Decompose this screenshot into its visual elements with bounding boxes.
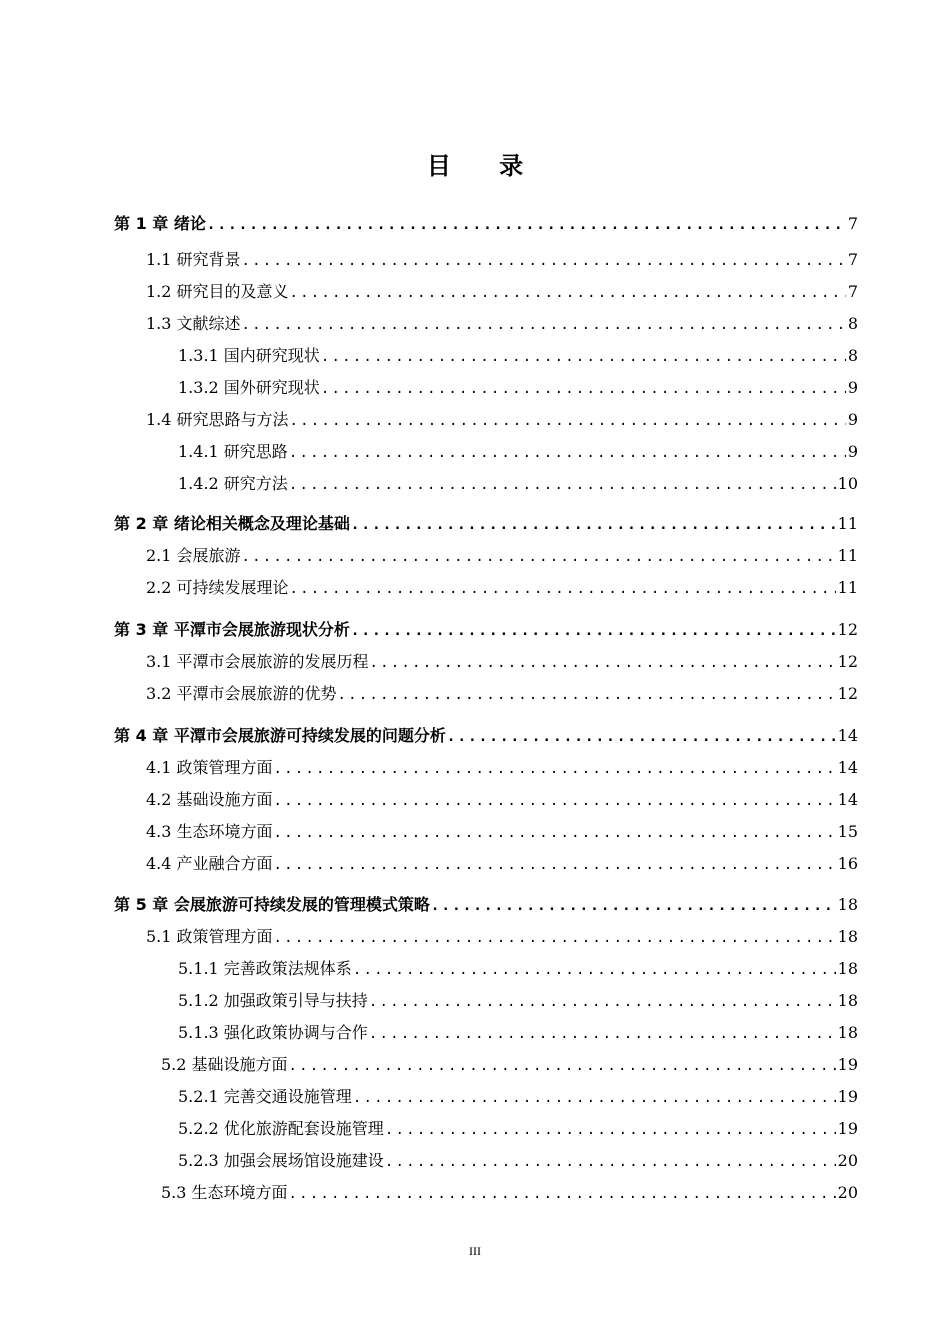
toc-leader-dots bbox=[369, 651, 836, 675]
toc-entry-label: 5.2.3 加强会展场馆设施建设 bbox=[178, 1151, 384, 1170]
toc-entry-row[interactable] bbox=[178, 472, 858, 496]
toc-entry-row[interactable] bbox=[161, 1181, 858, 1205]
toc-page-number: 14 bbox=[837, 790, 858, 809]
toc-page-number: 18 bbox=[837, 1023, 858, 1042]
toc-entry-label: 5.2.1 完善交通设施管理 bbox=[178, 1087, 352, 1106]
toc-chapter-row[interactable] bbox=[114, 618, 858, 642]
toc-leader-dots bbox=[206, 213, 846, 237]
toc-leader-dots bbox=[273, 757, 836, 781]
toc-entry-label: 1.4.1 研究思路 bbox=[178, 442, 288, 461]
toc-page-number: 12 bbox=[837, 620, 858, 639]
toc-entry-row[interactable] bbox=[178, 1021, 858, 1045]
toc-leader-dots bbox=[352, 958, 836, 982]
toc-page-number: 11 bbox=[837, 578, 858, 597]
toc-leader-dots bbox=[368, 1022, 836, 1046]
toc-entry-label: 第 3 章 平潭市会展旅游现状分析 bbox=[114, 620, 350, 639]
toc-page-number: 11 bbox=[837, 514, 858, 533]
toc-entry-label: 第 5 章 会展旅游可持续发展的管理模式策略 bbox=[114, 895, 430, 914]
toc-leader-dots bbox=[384, 1118, 836, 1142]
toc-page-number: 10 bbox=[837, 474, 858, 493]
page-title: 目 录 bbox=[426, 152, 544, 180]
toc-entry-label: 第 2 章 绪论相关概念及理论基础 bbox=[114, 514, 350, 533]
toc-leader-dots bbox=[368, 990, 836, 1014]
toc-entry-row[interactable] bbox=[146, 788, 858, 812]
toc-entry-label: 4.3 生态环境方面 bbox=[146, 822, 273, 841]
toc-entry-label: 2.2 可持续发展理论 bbox=[146, 578, 289, 597]
toc-entry-row[interactable] bbox=[178, 957, 858, 981]
toc-leader-dots bbox=[320, 377, 846, 401]
toc-entry-label: 5.1.3 强化政策协调与合作 bbox=[178, 1023, 368, 1042]
toc-entry-row[interactable] bbox=[146, 650, 858, 674]
toc-page-number: 18 bbox=[837, 991, 858, 1010]
toc-entry-row[interactable] bbox=[178, 440, 858, 464]
toc-page-number: 11 bbox=[837, 546, 858, 565]
toc-entry-label: 3.2 平潭市会展旅游的优势 bbox=[146, 684, 337, 703]
toc-page-number: 8 bbox=[847, 314, 858, 333]
toc-page-number: 19 bbox=[837, 1087, 858, 1106]
toc-entry-label: 4.4 产业融合方面 bbox=[146, 854, 273, 873]
toc-entry-row[interactable] bbox=[178, 376, 858, 400]
toc-leader-dots bbox=[289, 409, 846, 433]
toc-page-number: 7 bbox=[847, 250, 858, 269]
toc-leader-dots bbox=[446, 725, 836, 749]
toc-entry-label: 1.4 研究思路与方法 bbox=[146, 410, 289, 429]
toc-entry-row[interactable] bbox=[146, 248, 858, 272]
toc-entry-label: 2.1 会展旅游 bbox=[146, 546, 241, 565]
toc-chapter-row[interactable] bbox=[114, 212, 858, 236]
toc-entry-label: 5.1.1 完善政策法规体系 bbox=[178, 959, 352, 978]
toc-page-number: 20 bbox=[837, 1183, 858, 1202]
toc-chapter-row[interactable] bbox=[114, 512, 858, 536]
toc-entry-row[interactable] bbox=[161, 1053, 858, 1077]
toc-leader-dots bbox=[273, 926, 836, 950]
toc-entry-label: 1.1 研究背景 bbox=[146, 250, 241, 269]
toc-page-number: 14 bbox=[837, 726, 858, 745]
toc-leader-dots bbox=[289, 577, 836, 601]
toc-page-number: 7 bbox=[847, 282, 858, 301]
toc-entry-row[interactable] bbox=[146, 544, 858, 568]
toc-chapter-row[interactable] bbox=[114, 893, 858, 917]
toc-leader-dots bbox=[273, 853, 836, 877]
toc-page-number: 16 bbox=[837, 854, 858, 873]
toc-entry-label: 5.1.2 加强政策引导与扶持 bbox=[178, 991, 368, 1010]
toc-page-number: 19 bbox=[837, 1119, 858, 1138]
toc-entry-label: 1.3.2 国外研究现状 bbox=[178, 378, 320, 397]
toc-page-number: 12 bbox=[837, 652, 858, 671]
toc-page-number: 18 bbox=[837, 959, 858, 978]
toc-page-number: 20 bbox=[837, 1151, 858, 1170]
toc-leader-dots bbox=[241, 545, 836, 569]
toc-page-number: 18 bbox=[837, 895, 858, 914]
toc-chapter-row[interactable] bbox=[114, 724, 858, 748]
toc-page-number: 9 bbox=[847, 378, 858, 397]
toc-entry-label: 5.2.2 优化旅游配套设施管理 bbox=[178, 1119, 384, 1138]
toc-page-number: 7 bbox=[847, 214, 858, 233]
toc-leader-dots bbox=[352, 1086, 836, 1110]
toc-leader-dots bbox=[289, 281, 846, 305]
toc-leader-dots bbox=[241, 249, 846, 273]
toc-entry-row[interactable] bbox=[146, 576, 858, 600]
toc-entry-row[interactable] bbox=[146, 756, 858, 780]
toc-leader-dots bbox=[320, 345, 846, 369]
toc-entry-label: 1.3.1 国内研究现状 bbox=[178, 346, 320, 365]
toc-entry-row[interactable] bbox=[146, 682, 858, 706]
toc-page-number: 8 bbox=[847, 346, 858, 365]
toc-entry-row[interactable] bbox=[178, 344, 858, 368]
toc-entry-label: 4.2 基础设施方面 bbox=[146, 790, 273, 809]
toc-entry-row[interactable] bbox=[178, 989, 858, 1013]
toc-page-number: 12 bbox=[837, 684, 858, 703]
toc-entry-label: 1.2 研究目的及意义 bbox=[146, 282, 289, 301]
page-number: III bbox=[469, 1244, 481, 1258]
toc-entry-row[interactable] bbox=[178, 1085, 858, 1109]
toc-entry-label: 第 4 章 平潭市会展旅游可持续发展的问题分析 bbox=[114, 726, 446, 745]
toc-entry-row[interactable] bbox=[146, 280, 858, 304]
toc-entry-row[interactable] bbox=[146, 852, 858, 876]
toc-page-number: 19 bbox=[837, 1055, 858, 1074]
toc-leader-dots bbox=[430, 894, 836, 918]
toc-entry-label: 3.1 平潭市会展旅游的发展历程 bbox=[146, 652, 369, 671]
toc-entry-label: 5.2 基础设施方面 bbox=[161, 1055, 288, 1074]
toc-entry-row[interactable] bbox=[146, 312, 858, 336]
toc-leader-dots bbox=[350, 619, 836, 643]
toc-page-number: 9 bbox=[847, 442, 858, 461]
toc-leader-dots bbox=[273, 789, 836, 813]
toc-entry-label: 4.1 政策管理方面 bbox=[146, 758, 273, 777]
toc-entry-row[interactable] bbox=[146, 925, 858, 949]
toc-entry-label: 5.3 生态环境方面 bbox=[161, 1183, 288, 1202]
toc-leader-dots bbox=[288, 473, 836, 497]
toc-entry-label: 第 1 章 绪论 bbox=[114, 214, 206, 233]
toc-leader-dots bbox=[288, 441, 846, 465]
toc-leader-dots bbox=[288, 1054, 836, 1078]
toc-entry-label: 1.4.2 研究方法 bbox=[178, 474, 288, 493]
toc-entry-row[interactable] bbox=[146, 820, 858, 844]
toc-leader-dots bbox=[384, 1150, 836, 1174]
toc-entry-row[interactable] bbox=[178, 1149, 858, 1173]
toc-page-number: 18 bbox=[837, 927, 858, 946]
toc-page-number: 9 bbox=[847, 410, 858, 429]
toc-leader-dots bbox=[273, 821, 836, 845]
toc-page-number: 15 bbox=[837, 822, 858, 841]
toc-entry-row[interactable] bbox=[146, 408, 858, 432]
toc-leader-dots bbox=[241, 313, 846, 337]
toc-leader-dots bbox=[337, 683, 836, 707]
toc-entry-label: 1.3 文献综述 bbox=[146, 314, 241, 333]
toc-entry-label: 5.1 政策管理方面 bbox=[146, 927, 273, 946]
toc-entry-row[interactable] bbox=[178, 1117, 858, 1141]
toc-page-number: 14 bbox=[837, 758, 858, 777]
toc-leader-dots bbox=[288, 1182, 836, 1206]
toc-leader-dots bbox=[350, 513, 836, 537]
